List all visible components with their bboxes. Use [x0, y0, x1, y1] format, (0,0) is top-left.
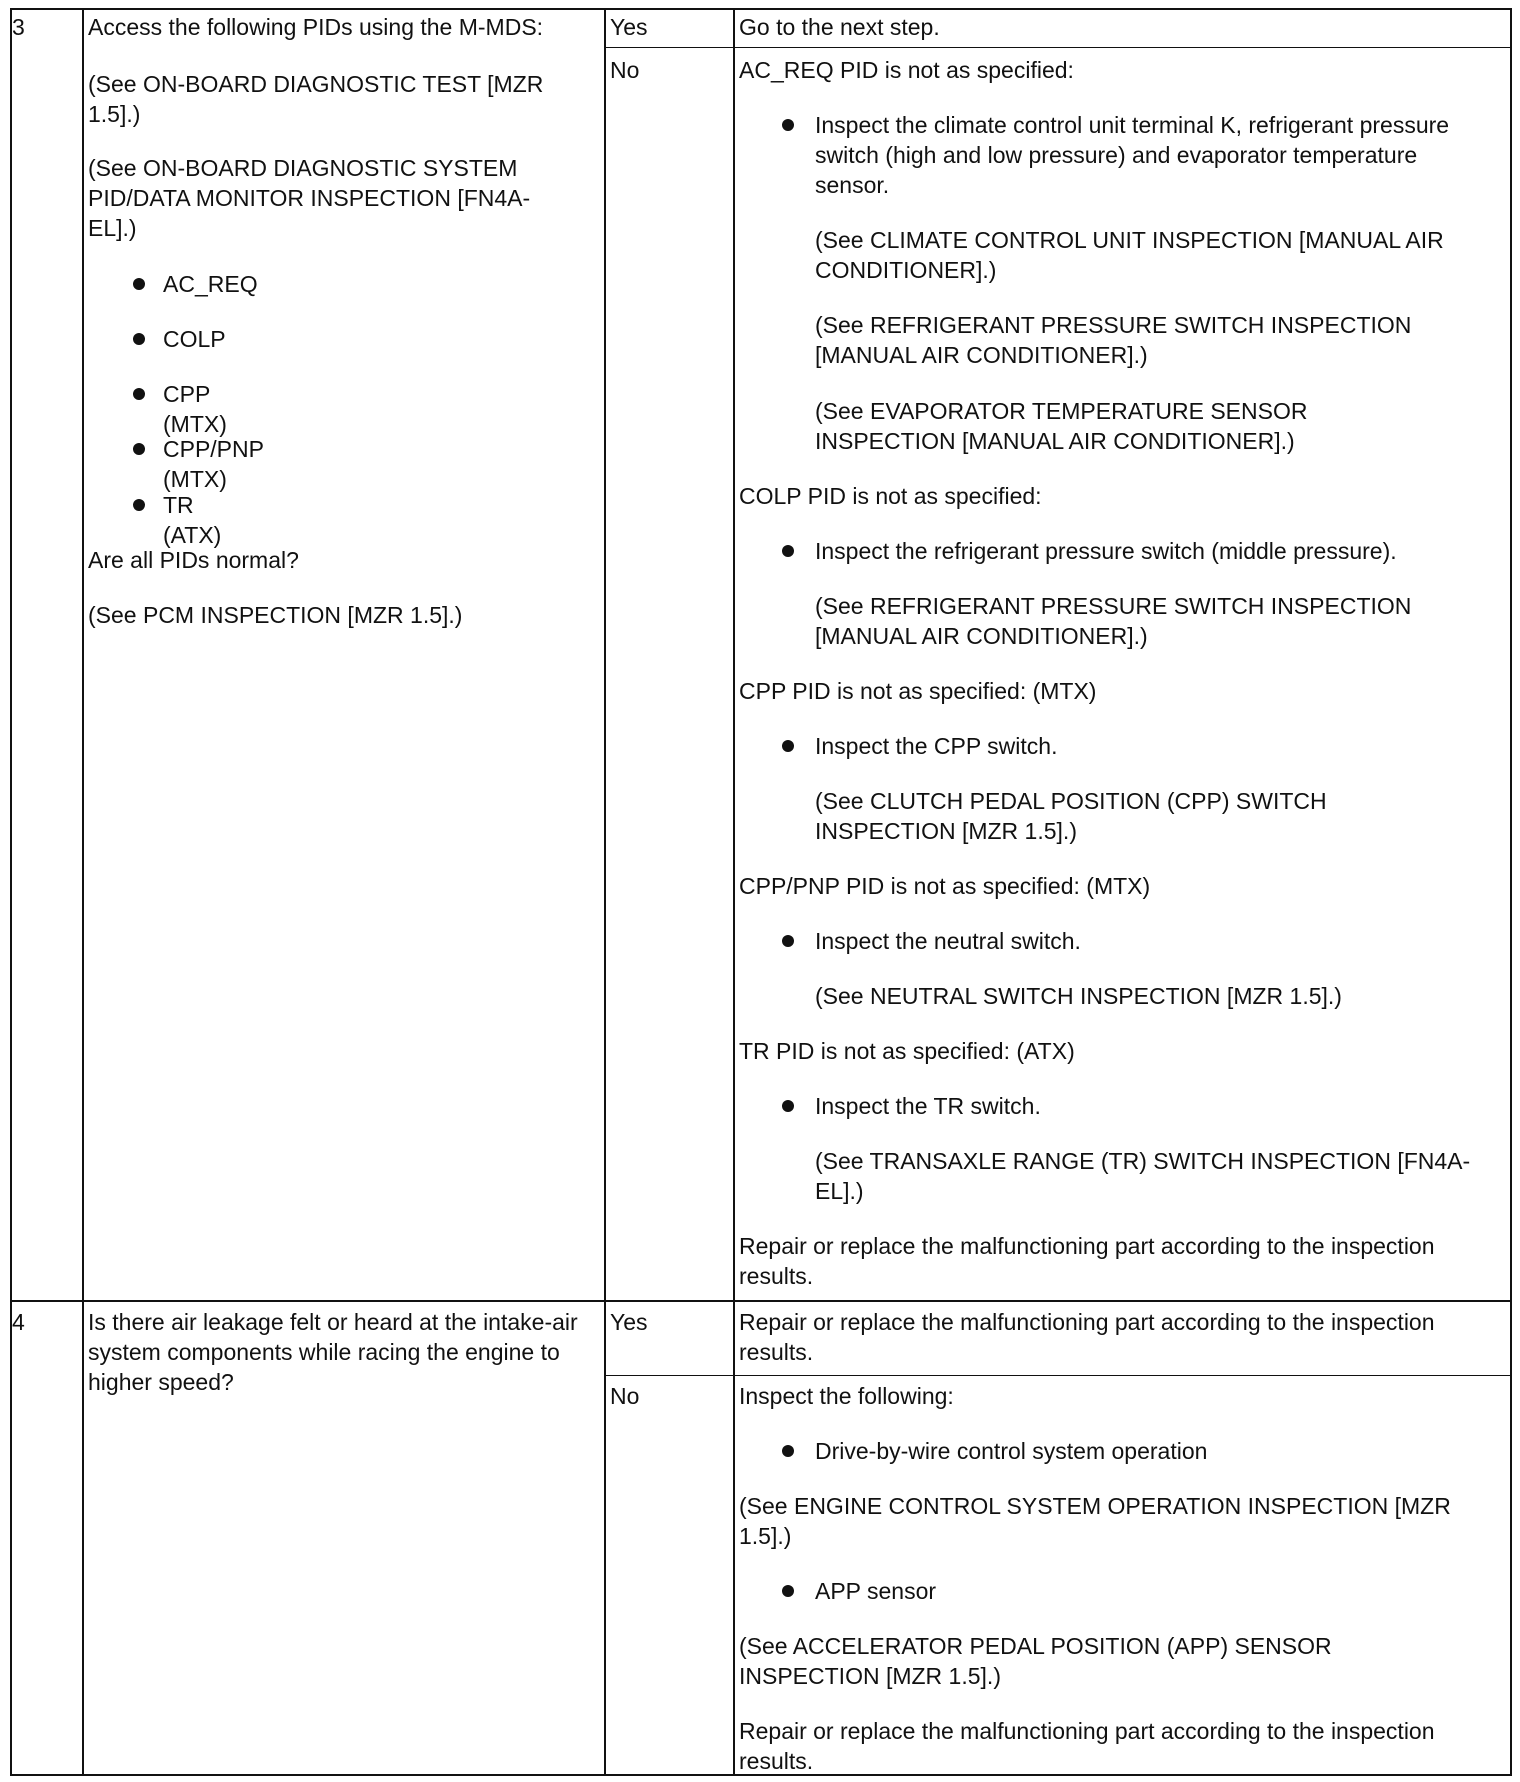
action-reference: (See EVAPORATOR TEMPERATURE SENSOR INSPECTION [MANUAL AIR CONDITIONER].) — [815, 398, 1308, 454]
action-reference: (See REFRIGERANT PRESSURE SWITCH INSPECTION [MANUAL AIR CONDITIONER].) — [815, 312, 1412, 368]
step-number: 4 — [12, 1309, 25, 1335]
bullet-icon — [133, 278, 145, 290]
action-bullet: Inspect the climate control unit terminal K, refrigerant pressure switch (high and low pressure) and evaporator temperature sensor. — [815, 112, 1450, 198]
action-bullet: Inspect the CPP switch. — [815, 733, 1058, 759]
action-bullet: Inspect the neutral switch. — [815, 928, 1081, 954]
row-divider — [604, 47, 1510, 48]
pid-list-item: AC_REQ — [163, 271, 258, 297]
action-heading: CPP PID is not as specified: (MTX) — [739, 678, 1097, 704]
bullet-icon — [133, 443, 145, 455]
action-heading: CPP/PNP PID is not as specified: (MTX) — [739, 873, 1151, 899]
yes-action: Go to the next step. — [739, 14, 940, 40]
column-divider — [733, 8, 735, 1776]
action-bullet: Drive-by-wire control system operation — [815, 1438, 1208, 1464]
action-reference: (See ENGINE CONTROL SYSTEM OPERATION INSPECTION [MZR 1.5].) — [739, 1493, 1451, 1549]
action-heading: COLP PID is not as specified: — [739, 483, 1042, 509]
step-number: 3 — [12, 14, 25, 40]
row-divider — [604, 1375, 1510, 1376]
action-bullet: Inspect the TR switch. — [815, 1093, 1041, 1119]
bullet-icon — [782, 545, 794, 557]
bullet-icon — [133, 388, 145, 400]
question-text: Is there air leakage felt or heard at the intake-air system components while racing the engine to higher speed? — [88, 1309, 578, 1395]
column-divider — [82, 8, 84, 1776]
question-reference: (See PCM INSPECTION [MZR 1.5].) — [88, 602, 463, 628]
action-reference: (See NEUTRAL SWITCH INSPECTION [MZR 1.5].) — [815, 983, 1342, 1009]
pid-list-item: COLP — [163, 326, 226, 352]
action-reference: (See CLIMATE CONTROL UNIT INSPECTION [MANUAL AIR CONDITIONER].) — [815, 227, 1444, 283]
pid-list-item: CPP/PNP (MTX) — [163, 436, 264, 492]
action-repair: Repair or replace the malfunctioning part according to the inspection results. — [739, 1718, 1435, 1774]
action-heading: TR PID is not as specified: (ATX) — [739, 1038, 1075, 1064]
bullet-icon — [782, 1445, 794, 1457]
action-reference: (See CLUTCH PEDAL POSITION (CPP) SWITCH INSPECTION [MZR 1.5].) — [815, 788, 1327, 844]
yes-label: Yes — [610, 14, 648, 40]
bullet-icon — [782, 935, 794, 947]
bullet-icon — [133, 333, 145, 345]
action-repair: Repair or replace the malfunctioning part according to the inspection results. — [739, 1233, 1435, 1289]
action-reference: (See TRANSAXLE RANGE (TR) SWITCH INSPECTION [FN4A-EL].) — [815, 1148, 1471, 1204]
bullet-icon — [782, 1585, 794, 1597]
no-label: No — [610, 1383, 640, 1409]
action-heading: AC_REQ PID is not as specified: — [739, 57, 1074, 83]
no-label: No — [610, 57, 640, 83]
bullet-icon — [133, 499, 145, 511]
action-bullet: APP sensor — [815, 1578, 937, 1604]
yes-label: Yes — [610, 1309, 648, 1335]
pid-list-item: CPP (MTX) — [163, 381, 227, 437]
pid-list-item: TR (ATX) — [163, 492, 222, 548]
action-heading: Inspect the following: — [739, 1383, 954, 1409]
yes-action: Repair or replace the malfunctioning part according to the inspection results. — [739, 1309, 1435, 1365]
bullet-icon — [782, 740, 794, 752]
question-intro: Access the following PIDs using the M-MDS: — [88, 14, 544, 40]
action-bullet: Inspect the refrigerant pressure switch (middle pressure). — [815, 538, 1397, 564]
action-reference: (See REFRIGERANT PRESSURE SWITCH INSPECTION [MANUAL AIR CONDITIONER].) — [815, 593, 1412, 649]
question-ask: Are all PIDs normal? — [88, 547, 299, 573]
row-divider — [10, 1300, 1510, 1302]
column-divider — [604, 8, 606, 1776]
bullet-icon — [782, 119, 794, 131]
action-reference: (See ACCELERATOR PEDAL POSITION (APP) SENSOR INSPECTION [MZR 1.5].) — [739, 1633, 1332, 1689]
question-reference: (See ON-BOARD DIAGNOSTIC TEST [MZR 1.5].) — [88, 71, 544, 127]
question-reference: (See ON-BOARD DIAGNOSTIC SYSTEM PID/DATA MONITOR INSPECTION [FN4A-EL].) — [88, 155, 531, 241]
bullet-icon — [782, 1100, 794, 1112]
